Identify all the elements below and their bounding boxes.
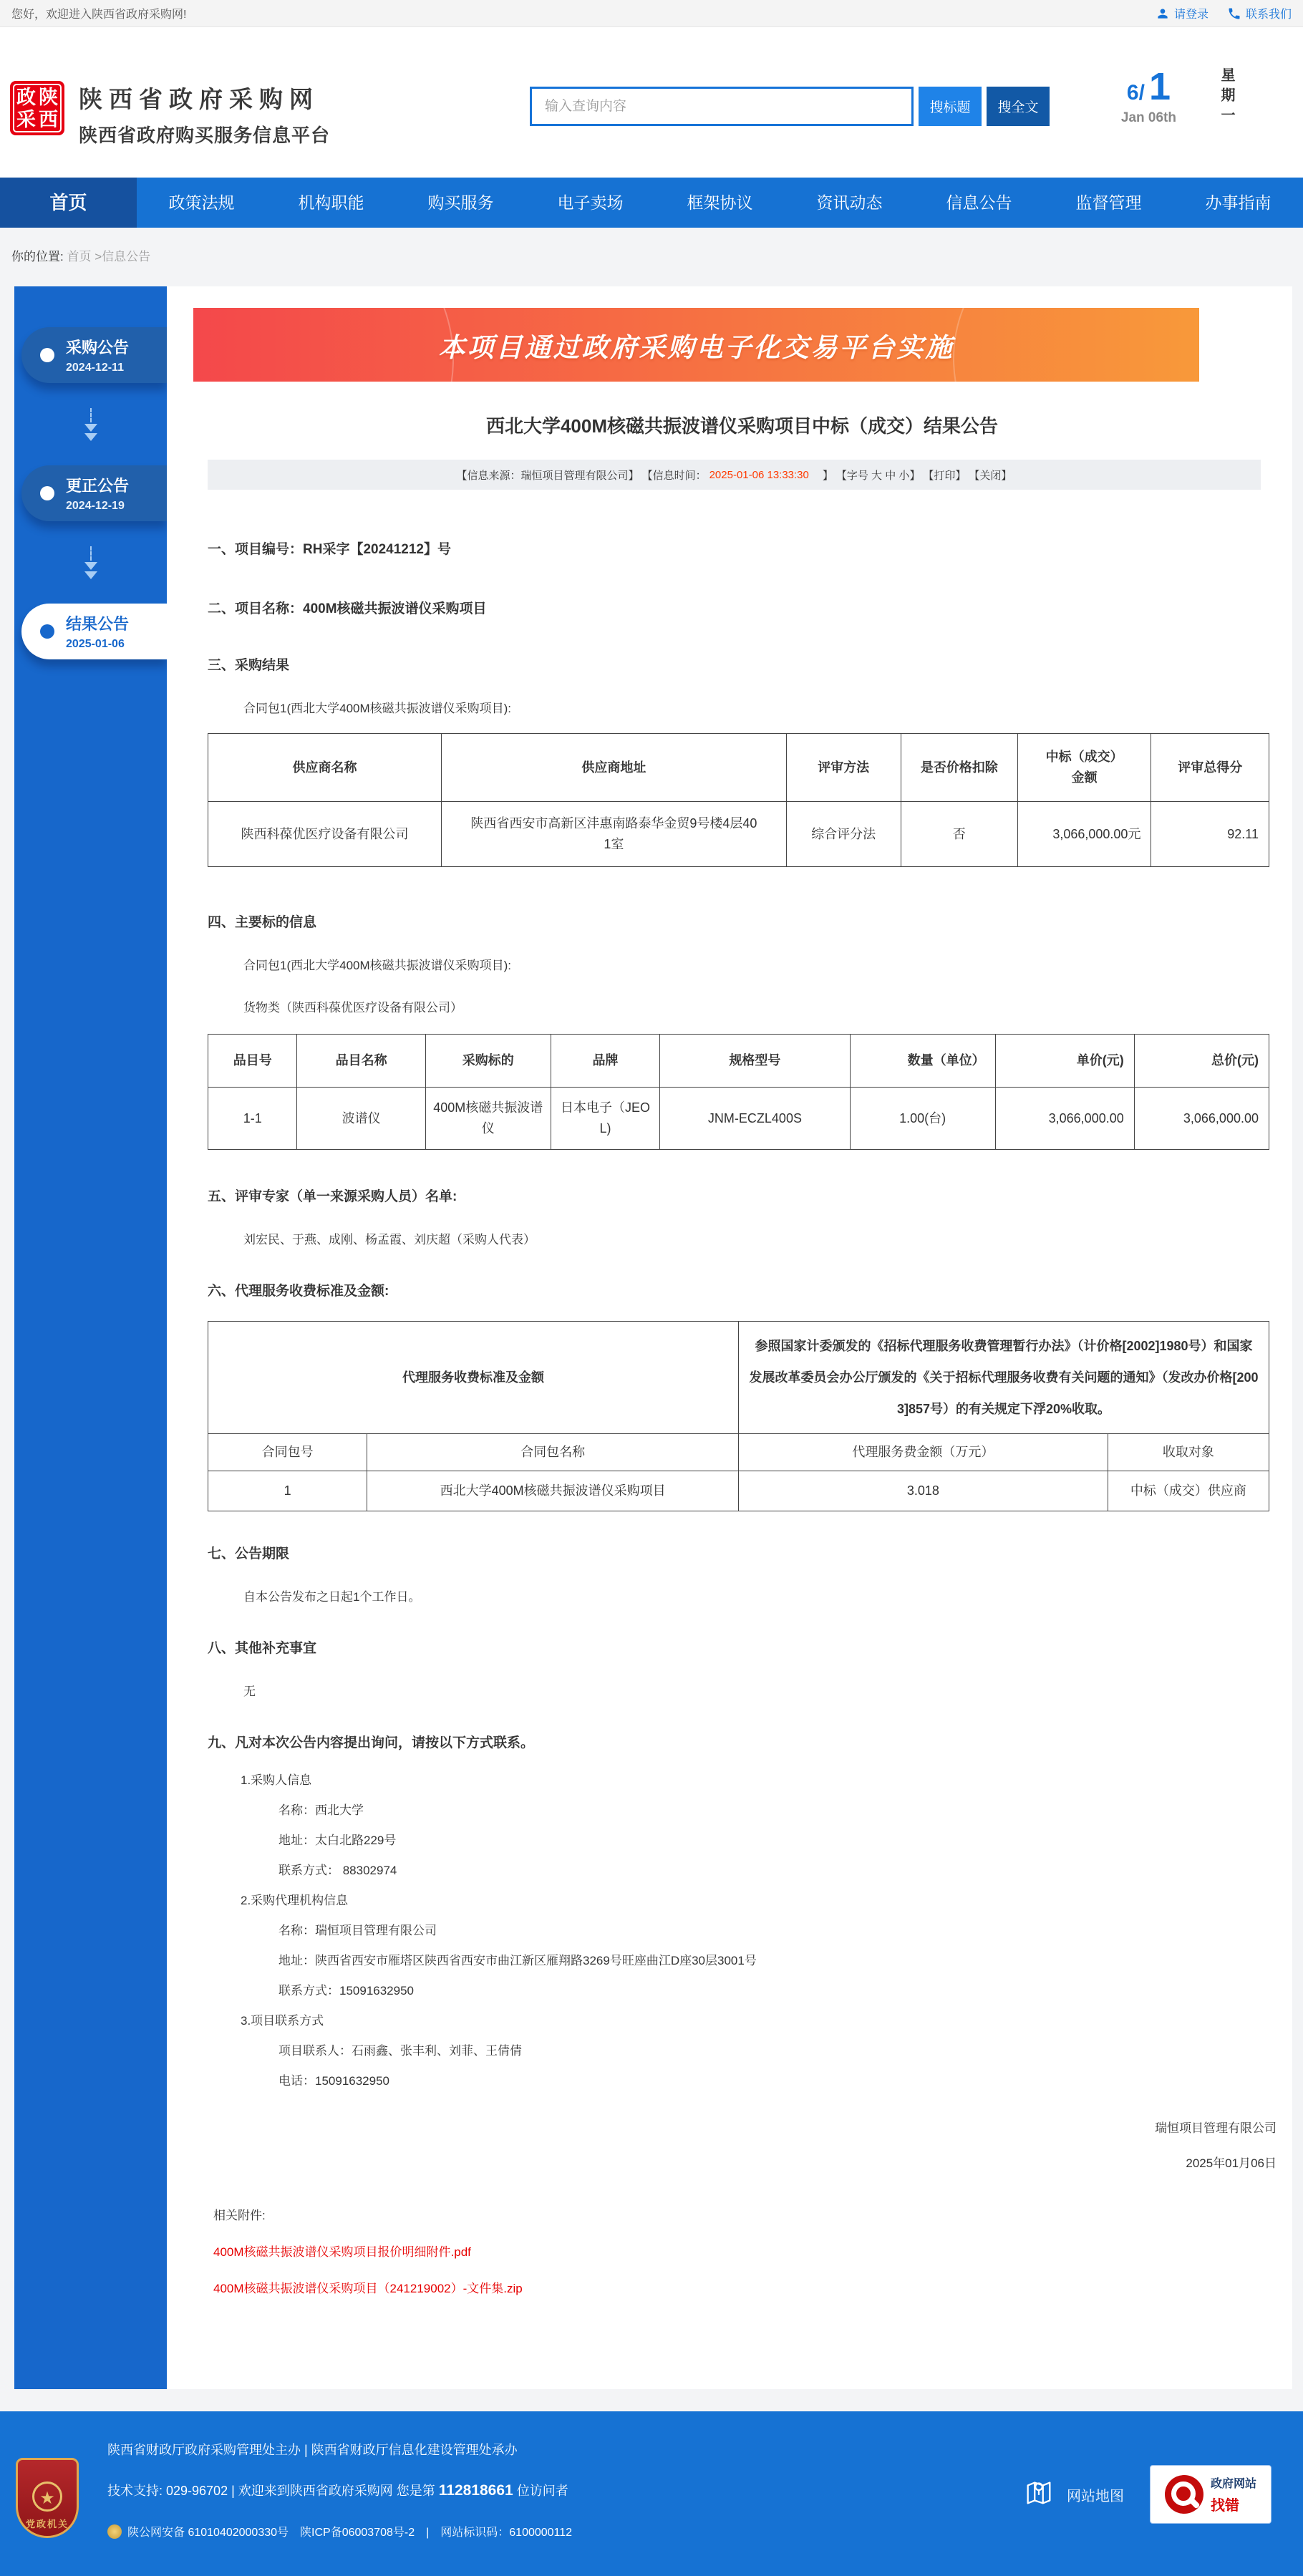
contact-line: 3.项目联系方式 [241,2014,324,2028]
nav-item-service-guide[interactable]: 办事指南 [1205,193,1271,212]
col-unit-price: 单价(元) [995,1035,1134,1088]
item-no: 1-1 [208,1088,297,1150]
timeline-dot [40,348,54,362]
date-english: Jan 06th [1120,110,1176,125]
attachment-link-zip[interactable]: 400M核磁共振波谱仪采购项目（241219002）-文件集.zip [213,2282,523,2295]
table-row [208,802,1269,867]
items-table [208,1034,1269,1150]
timeline-arrow-down-icon [14,546,167,579]
badge-star-icon [32,2481,62,2512]
announcement-title: 西北大学400M核磁共振波谱仪采购项目中标（成交）结果公告 [485,415,999,437]
article-content [167,286,1292,2389]
nav-item-policies[interactable]: 政策法规 [168,193,235,212]
site-logo-seal [10,81,64,135]
nav-item-functions[interactable]: 机构职能 [298,193,364,212]
nav-item-news[interactable]: 资讯动态 [816,193,883,212]
col-spec-model: 规格型号 [660,1035,850,1088]
nav-item-e-marketplace[interactable]: 电子卖场 [557,193,624,212]
table-row [208,1471,1269,1511]
section-4-main-subject-info: 四、主要标的信息 [208,915,317,930]
section-9-inquiries: 九、凡对本次公告内容提出询问，请按以下方式联系。 [208,1735,535,1751]
date-month: 6/ [1126,81,1145,105]
agency-fee-description: 参照国家计委颁发的《招标代理服务收费管理暂行办法》（计价格[2002]1980号）和国家发展改革委员会办公厅颁发的《关于招标代理服务收费有关问题的通知》（发改办价格[2003]857号）的有关规定下浮20%收取。 [738,1322,1269,1434]
agency-fee-label: 代理服务收费标准及金额 [208,1322,739,1434]
info-time-value: 2025-01-06 13:33:30 [709,468,809,481]
nav-item-announcements[interactable]: 信息公告 [946,193,1012,212]
breadcrumb-home-link[interactable]: 首页 [67,250,92,263]
contact-line: 联系方式：15091632950 [278,1984,415,1998]
col-item-no: 品目号 [208,1035,297,1088]
footer-icp-text: 陕公网安备 61010402000330号 陕ICP备06003708号-2 | 网站标识码：6100000112 [127,2527,573,2539]
other-matters-text: 无 [243,1685,256,1698]
timeline-step-date: 2025-01-06 [66,638,125,650]
sitemap-label: 网站地图 [1067,2488,1124,2504]
procurement-subject: 400M核磁共振波谱仪 [425,1088,551,1150]
findbox-line2: 找错 [1210,2498,1239,2514]
timeline-step-correction-notice[interactable] [21,465,167,521]
timeline-dot [40,486,54,500]
font-size-controls[interactable]: 【字号 大 中 小】 [835,469,921,482]
site-subtitle: 陕西省政府购买服务信息平台 [79,125,331,146]
announcement-timeline-sidebar [14,286,167,2389]
search-fulltext-button[interactable]: 搜全文 [987,87,1050,126]
close-button[interactable]: 【关闭】 [969,469,1012,482]
phone-icon [1227,6,1241,21]
article-meta-bar [208,460,1261,490]
nav-item-framework-agreement[interactable]: 框架协议 [687,193,753,212]
info-time-end: 】 [811,469,833,482]
col-supplier-name: 供应商名称 [208,734,442,802]
contact-line: 名称：西北大学 [278,1803,364,1817]
footer-icp-line [107,2523,1303,2539]
magnifier-icon [1165,2475,1203,2514]
topbar [0,0,1303,27]
contact-line: 电话：15091632950 [278,2074,390,2088]
login-link[interactable] [1156,5,1208,21]
breadcrumb-prefix: 你的位置: [11,250,64,263]
timeline-step-date: 2024-12-19 [66,500,125,512]
public-security-emblem-icon [107,2524,122,2539]
findbox-line1: 政府网站 [1210,2478,1256,2490]
nav-item-purchase-services[interactable]: 购买服务 [427,193,494,212]
section-5-experts: 五、评审专家（单一来源采购人员）名单: [208,1189,457,1204]
supplier-address: 陕西省西安市高新区沣惠南路泰华金贸9号楼4层401室 [442,802,787,867]
total-score: 92.11 [1151,802,1269,867]
timeline-step-label: 采购公告 [66,339,130,357]
unit-price: 3,066,000.00 [995,1088,1134,1150]
col-review-method: 评审方法 [786,734,901,802]
col-price-deduction: 是否价格扣除 [901,734,1017,802]
agency-fee-table [208,1321,1269,1511]
timeline-arrow-down-icon [14,408,167,441]
section-2-project-name: 二、项目名称：400M核磁共振波谱仪采购项目 [208,601,487,616]
timeline-step-label: 更正公告 [66,477,130,495]
info-source: 【信息来源：瑞恒项目管理有限公司】 [456,469,639,482]
seal-char: 西 [39,108,58,130]
col-item-name: 品目名称 [297,1035,425,1088]
table-header-row [208,734,1269,802]
seal-char: 政 [16,86,36,108]
contact-us-label: 联系我们 [1245,9,1292,21]
result-table [208,733,1269,867]
government-website-error-report-widget[interactable] [1150,2465,1271,2524]
weekday-label: 星期一 [1219,67,1234,127]
nav-item-supervision[interactable]: 监督管理 [1075,193,1142,212]
quantity: 1.00(台) [850,1088,995,1150]
signature-organization: 瑞恒项目管理有限公司 [1155,2121,1277,2135]
package-no: 1 [208,1471,367,1511]
breadcrumb-separator: > [95,250,102,263]
package-name: 西北大学400M核磁共振波谱仪采购项目 [367,1471,739,1511]
date-widget [1121,64,1279,127]
breadcrumb-current-link[interactable]: 信息公告 [102,250,151,263]
review-method: 综合评分法 [786,802,901,867]
contact-line: 名称：瑞恒项目管理有限公司 [278,1924,437,1937]
login-label: 请登录 [1173,9,1208,21]
party-government-badge [16,2458,79,2538]
timeline-step-label: 结果公告 [66,615,130,633]
search-area [530,87,1050,126]
col-procurement-subject: 采购标的 [425,1035,551,1088]
section-7-notice-period: 七、公告期限 [208,1546,290,1561]
table-row [208,1322,1269,1434]
notice-period-text: 自本公告发布之日起1个工作日。 [243,1590,421,1604]
footer-visitor-suffix: 位访问者 [513,2484,568,2498]
total-price: 3,066,000.00 [1134,1088,1269,1150]
col-fee-amount: 代理服务费金额（万元） [738,1434,1108,1471]
supplier-name: 陕西科葆优医疗设备有限公司 [208,802,442,867]
print-button[interactable]: 【打印】 [923,469,967,482]
table-header-row [208,1035,1269,1088]
section-8-other-matters: 八、其他补充事宜 [208,1641,317,1656]
table-row [208,1088,1269,1150]
site-header [0,27,1303,178]
main-nav [0,178,1303,228]
goods-category-line: 货物类（陕西科葆优医疗设备有限公司） [243,1001,462,1015]
col-total-score: 评审总得分 [1151,734,1269,802]
site-title: 陕西省政府采购网 [79,86,319,112]
signature-date: 2025年01月06日 [1186,2156,1277,2170]
timeline-dot [40,624,54,639]
breadcrumb [0,228,1303,286]
section-3-procurement-result: 三、采购结果 [208,658,290,673]
info-time-label: 【信息时间： [641,469,707,482]
contact-line: 项目联系人：石雨鑫、张丰利、刘菲、王倩倩 [278,2044,522,2058]
map-icon [1022,2476,1055,2513]
banner-text: 本项目通过政府采购电子化交易平台实施 [438,332,954,362]
contact-us-link[interactable] [1227,5,1292,21]
contact-line: 2.采购代理机构信息 [241,1894,349,1907]
fee-amount: 3.018 [738,1471,1108,1511]
user-icon [1156,6,1170,21]
col-package-name: 合同包名称 [367,1434,739,1471]
col-fee-payer: 收取对象 [1108,1434,1269,1471]
date-day: 1 [1148,65,1171,108]
visitor-count: 112818661 [438,2482,513,2499]
sitemap-link[interactable] [1022,2476,1124,2513]
item-name: 波谱仪 [297,1088,425,1150]
fee-payer: 中标（成交）供应商 [1108,1471,1269,1511]
price-deduction: 否 [901,802,1017,867]
seal-char: 采 [16,108,36,130]
timeline-step-result-notice[interactable] [21,604,167,659]
contact-line: 1.采购人信息 [241,1773,312,1787]
col-award-amount: 中标（成交）金额 [1017,734,1151,802]
contact-line: 地址：陕西省西安市雁塔区陕西省西安市曲江新区雁翔路3269号旺座曲江D座30层3001号 [278,1954,757,1967]
experts-names: 刘宏民、于燕、成刚、杨孟霞、刘庆超（采购人代表） [243,1233,536,1246]
footer-support-text: 技术支持: 029-96702 | 欢迎来到陕西省政府采购网 您是第 [107,2484,439,2498]
badge-label: 党政机关 [25,2519,69,2529]
brand: 日本电子（JEOL) [551,1088,660,1150]
seal-char: 陕 [39,86,58,108]
nav-item-home[interactable]: 首页 [0,178,137,228]
footer-sponsor-line: 陕西省财政厅政府采购管理处主办 | 陕西省财政厅信息化建设管理处承办 [107,2443,518,2457]
award-amount: 3,066,000.00元 [1017,802,1151,867]
contact-line: 地址：太白北路229号 [278,1834,397,1847]
col-supplier-address: 供应商地址 [442,734,787,802]
site-footer [0,2411,1303,2576]
contract-package-line: 合同包1(西北大学400M核磁共振波谱仪采购项目): [243,702,512,715]
search-title-button[interactable]: 搜标题 [919,87,982,126]
search-input[interactable] [530,87,914,126]
spec-model: JNM-ECZL400S [660,1088,850,1150]
welcome-text: 您好，欢迎进入陕西省政府采购网! [11,9,187,21]
section-1-project-number: 一、项目编号：RH采字【20241212】号 [208,542,451,557]
col-total-price: 总价(元) [1134,1035,1269,1088]
section-6-agency-fee: 六、代理服务收费标准及金额: [208,1284,389,1299]
attachments-heading: 相关附件: [213,2209,266,2222]
contract-package-line: 合同包1(西北大学400M核磁共振波谱仪采购项目): [243,959,512,972]
e-platform-banner [193,308,1199,382]
attachment-link-pdf[interactable]: 400M核磁共振波谱仪采购项目报价明细附件.pdf [213,2245,471,2259]
col-brand: 品牌 [551,1035,660,1088]
timeline-step-date: 2024-12-11 [66,362,124,374]
table-header-row [208,1434,1269,1471]
col-package-no: 合同包号 [208,1434,367,1471]
col-quantity: 数量（单位） [850,1035,995,1088]
contact-line: 联系方式： 88302974 [278,1864,397,1877]
site-brand[interactable] [10,81,330,147]
timeline-step-procurement-notice[interactable] [21,327,167,383]
